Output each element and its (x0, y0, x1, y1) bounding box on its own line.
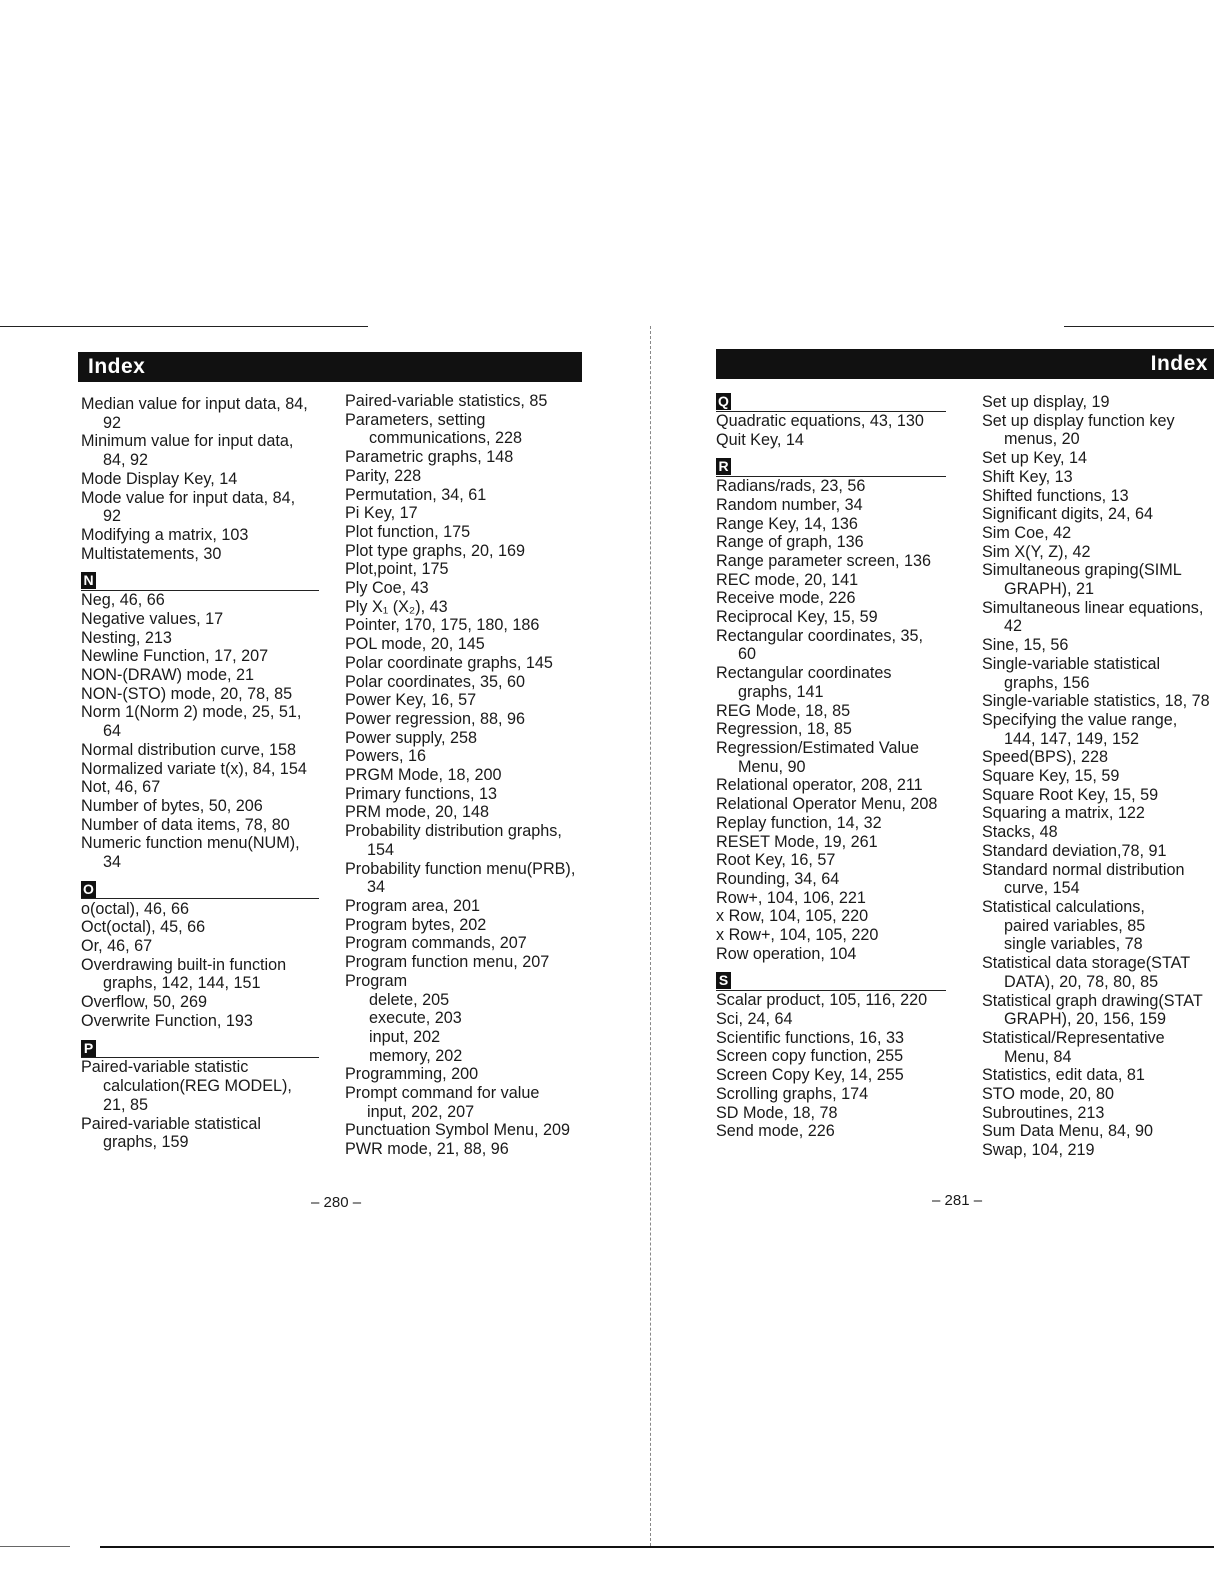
index-entry-continuation: 42 (1004, 617, 1023, 636)
index-entry: Rectangular coordinates (716, 664, 892, 683)
index-entry: NON-(DRAW) mode, 21 (81, 666, 254, 685)
index-entry: Random number, 34 (716, 495, 863, 514)
index-entry: Scientific functions, 16, 33 (716, 1028, 905, 1047)
index-entry: Single-variable statistics, 18, 78 (982, 692, 1210, 711)
index-entry: Specifying the value range, (982, 710, 1178, 729)
index-entry: Paired-variable statistics, 85 (345, 392, 548, 410)
index-entry: Relational Operator Menu, 208 (716, 795, 938, 814)
index-entry: Normal distribution curve, 158 (81, 740, 297, 759)
section-heading-r (716, 458, 946, 477)
index-entry: Subroutines, 213 (982, 1103, 1105, 1122)
index-entry: Speed(BPS), 228 (982, 748, 1108, 767)
left-page-column-2 (345, 392, 595, 1159)
index-entry: Statistical calculations, (982, 897, 1145, 916)
right-page-header-title: Index (1150, 352, 1208, 375)
index-entry: Program (345, 971, 408, 990)
index-entry-continuation: graphs, 156 (1004, 673, 1090, 692)
section-heading-o (81, 881, 319, 900)
left-page-header-title: Index (88, 355, 146, 378)
index-entry-continuation: input, 202 (369, 1027, 441, 1046)
index-entry: Punctuation Symbol Menu, 209 (345, 1121, 570, 1140)
index-entry: Ply Coe, 43 (345, 579, 429, 598)
index-entry: Not, 46, 67 (81, 778, 161, 797)
index-entry: Polar coordinate graphs, 145 (345, 653, 553, 672)
index-entry: REG Mode, 18, 85 (716, 701, 851, 720)
index-entry: Scalar product, 105, 116, 220 (716, 991, 928, 1010)
index-entry-continuation: 34 (367, 878, 386, 897)
index-entry: PRGM Mode, 18, 200 (345, 766, 502, 785)
index-entry: Rectangular coordinates, 35, (716, 626, 923, 645)
index-entry: PWR mode, 21, 88, 96 (345, 1140, 509, 1159)
section-letter: P (81, 1040, 96, 1057)
section-rule (716, 990, 946, 991)
index-entry: Rounding, 34, 64 (716, 869, 840, 888)
index-entry: Mode value for input data, 84, (81, 488, 296, 507)
index-entry: Median value for input data, 84, (81, 395, 308, 413)
index-entry-continuation: DATA), 20, 78, 80, 85 (1004, 972, 1159, 991)
index-entry: STO mode, 20, 80 (982, 1085, 1114, 1104)
index-entry: Relational operator, 208, 211 (716, 776, 923, 795)
index-entry: Statistics, edit data, 81 (982, 1066, 1145, 1085)
index-entry: o(octal), 46, 66 (81, 899, 189, 918)
index-entry: Parameters, setting (345, 410, 486, 429)
index-entry-continuation: 154 (367, 840, 395, 859)
index-entry: Normalized variate t(x), 84, 154 (81, 759, 307, 778)
index-entry: Significant digits, 24, 64 (982, 505, 1153, 524)
index-entry: Squaring a matrix, 122 (982, 804, 1145, 823)
index-entry-continuation: communications, 228 (369, 429, 522, 448)
index-entry: Program function menu, 207 (345, 953, 550, 972)
section-letter: N (81, 572, 96, 589)
index-entry: Powers, 16 (345, 747, 426, 766)
index-entry-continuation: 84, 92 (103, 451, 149, 470)
index-entry: Screen Copy Key, 14, 255 (716, 1066, 904, 1085)
index-entry-continuation: 60 (738, 645, 757, 664)
section-letter: R (716, 458, 731, 475)
index-entry-continuation: 34 (103, 853, 122, 872)
section-heading-q (716, 393, 946, 412)
section-rule (81, 1057, 319, 1058)
index-entry: Program commands, 207 (345, 934, 527, 953)
index-entry-continuation: graphs, 142, 144, 151 (103, 974, 261, 993)
index-entry: Overdrawing built-in function (81, 955, 287, 974)
left-page-header (78, 352, 582, 382)
index-entry: Pointer, 170, 175, 180, 186 (345, 616, 540, 635)
index-entry: Probability function menu(PRB), (345, 859, 576, 878)
top-rule-left (0, 326, 368, 327)
index-entry: Stacks, 48 (982, 823, 1058, 842)
index-entry: POL mode, 20, 145 (345, 635, 485, 654)
index-entry: Norm 1(Norm 2) mode, 25, 51, (81, 703, 302, 722)
index-entry-continuation: memory, 202 (369, 1046, 463, 1065)
index-entry-continuation: Menu, 90 (738, 757, 806, 776)
index-entry: Or, 46, 67 (81, 937, 153, 956)
index-entry-continuation: calculation(REG MODEL), (103, 1077, 292, 1096)
index-entry-continuation: 21, 85 (103, 1095, 149, 1114)
index-entry: Nesting, 213 (81, 628, 172, 647)
index-entry: Newline Function, 17, 207 (81, 647, 269, 666)
index-entry: Square Key, 15, 59 (982, 767, 1120, 786)
index-entry: Neg, 46, 66 (81, 591, 165, 610)
index-entry: Replay function, 14, 32 (716, 813, 882, 832)
index-entry: Number of data items, 78, 80 (81, 815, 290, 834)
index-entry: Range of graph, 136 (716, 533, 864, 552)
index-entry: Parametric graphs, 148 (345, 448, 514, 467)
index-entry: Regression/Estimated Value (716, 739, 920, 757)
index-entry-continuation: curve, 154 (1004, 879, 1080, 898)
index-entry: Sine, 15, 56 (982, 636, 1069, 655)
index-entry: Shifted functions, 13 (982, 486, 1129, 505)
index-entry: Quit Key, 14 (716, 430, 804, 449)
section-rule (81, 590, 319, 591)
index-entry: Program area, 201 (345, 896, 480, 915)
index-entry: REC mode, 20, 141 (716, 570, 859, 589)
index-entry-continuation: graphs, 159 (103, 1133, 189, 1152)
page-gutter (650, 326, 651, 1546)
index-entry: Overwrite Function, 193 (81, 1011, 253, 1030)
index-entry: Quadratic equations, 43, 130 (716, 411, 924, 430)
left-page-number: – 280 – (311, 1194, 362, 1211)
index-entry: Overflow, 50, 269 (81, 993, 207, 1012)
index-entry: Send mode, 226 (716, 1122, 835, 1141)
index-entry-continuation: GRAPH), 20, 156, 159 (1004, 1010, 1166, 1029)
index-entry-continuation: graphs, 141 (738, 682, 824, 701)
index-entry: Minimum value for input data, (81, 432, 294, 451)
index-entry: Receive mode, 226 (716, 589, 856, 608)
index-entry: Reciprocal Key, 15, 59 (716, 608, 878, 627)
index-entry: Mode Display Key, 14 (81, 469, 238, 488)
index-entry: Standard deviation,78, 91 (982, 841, 1167, 860)
index-entry: Sim X(Y, Z), 42 (982, 542, 1091, 561)
index-entry: Programming, 200 (345, 1065, 479, 1084)
index-entry: Parity, 228 (345, 466, 422, 485)
index-entry: Row operation, 104 (716, 944, 857, 963)
section-heading-s (716, 972, 946, 991)
index-entry: Prompt command for value (345, 1084, 540, 1103)
section-heading-n (81, 572, 319, 591)
index-entry: Scrolling graphs, 174 (716, 1084, 869, 1103)
index-entry: Primary functions, 13 (345, 784, 498, 803)
index-entry: Swap, 104, 219 (982, 1141, 1095, 1160)
index-entry-continuation: Menu, 84 (1004, 1047, 1072, 1066)
index-entry: Negative values, 17 (81, 609, 224, 628)
index-entry: Permutation, 34, 61 (345, 485, 487, 504)
index-entry: SD Mode, 18, 78 (716, 1103, 838, 1122)
index-entry: Sci, 24, 64 (716, 1010, 793, 1029)
index-entry: Sim Coe, 42 (982, 523, 1072, 542)
index-entry: Root Key, 16, 57 (716, 851, 836, 870)
right-page-number: – 281 – (932, 1192, 983, 1209)
index-entry-continuation: execute, 203 (369, 1009, 462, 1028)
index-entry: Power Key, 16, 57 (345, 691, 477, 710)
index-entry: Oct(octal), 45, 66 (81, 918, 206, 937)
index-entry: Screen copy function, 255 (716, 1047, 904, 1066)
index-entry: Multistatements, 30 (81, 544, 222, 563)
index-entry: Power supply, 258 (345, 728, 477, 747)
index-entry: RESET Mode, 19, 261 (716, 832, 878, 851)
index-entry: Statistical data storage(STAT (982, 954, 1191, 973)
index-entry: x Row, 104, 105, 220 (716, 907, 869, 926)
section-letter: O (81, 881, 96, 898)
index-entry: Polar coordinates, 35, 60 (345, 672, 525, 691)
index-entry-continuation: input, 202, 207 (367, 1102, 475, 1121)
index-entry: Simultaneous graping(SIML (982, 561, 1182, 580)
index-entry: Range Key, 14, 136 (716, 514, 858, 533)
index-entry: Range parameter screen, 136 (716, 551, 932, 570)
index-entry: Set up display, 19 (982, 393, 1110, 411)
index-entry: Numeric function menu(NUM), (81, 834, 300, 853)
index-entry: PRM mode, 20, 148 (345, 803, 489, 822)
index-entry: Simultaneous linear equations, (982, 598, 1204, 617)
index-entry: Radians/rads, 23, 56 (716, 477, 866, 496)
index-entry-continuation: paired variables, 85 (1004, 916, 1146, 935)
index-entry: Plot,point, 175 (345, 560, 449, 579)
index-entry: Power regression, 88, 96 (345, 709, 525, 728)
index-entry: Set up Key, 14 (982, 449, 1087, 468)
index-entry-continuation: 64 (103, 722, 122, 741)
index-entry: x Row+, 104, 105, 220 (716, 926, 879, 945)
index-entry: Ply X₁ (X₂), 43 (345, 597, 448, 616)
index-entry: Regression, 18, 85 (716, 720, 852, 739)
right-page-column-1 (716, 384, 946, 1141)
index-entry: Paired-variable statistic (81, 1058, 249, 1077)
index-entry-continuation: menus, 20 (1004, 430, 1080, 449)
index-entry: Probability distribution graphs, (345, 822, 562, 841)
index-entry-continuation: single variables, 78 (1004, 935, 1143, 954)
index-entry: Number of bytes, 50, 206 (81, 796, 263, 815)
left-page-column-1 (81, 395, 319, 1152)
index-entry: Plot type graphs, 20, 169 (345, 541, 525, 560)
section-rule (716, 476, 946, 477)
index-entry: Statistical/Representative (982, 1028, 1165, 1047)
top-rule-right (1064, 326, 1214, 327)
right-page-header (716, 349, 1214, 379)
index-entry: Shift Key, 13 (982, 467, 1073, 486)
index-entry: NON-(STO) mode, 20, 78, 85 (81, 684, 293, 703)
index-entry: Paired-variable statistical (81, 1114, 261, 1133)
right-page-column-2 (982, 393, 1222, 1160)
index-entry: Plot function, 175 (345, 522, 471, 541)
section-letter: Q (716, 393, 731, 410)
index-entry: Pi Key, 17 (345, 504, 418, 523)
index-entry: Row+, 104, 106, 221 (716, 888, 866, 907)
index-entry: Square Root Key, 15, 59 (982, 785, 1159, 804)
index-entry: Statistical graph drawing(STAT (982, 991, 1203, 1010)
index-entry-continuation: 92 (103, 413, 122, 432)
section-letter: S (716, 972, 731, 989)
index-entry: Standard normal distribution (982, 860, 1185, 879)
index-entry-continuation: delete, 205 (369, 990, 450, 1009)
section-rule (81, 898, 319, 899)
section-rule (716, 411, 946, 412)
index-entry: Modifying a matrix, 103 (81, 525, 249, 544)
section-heading-p (81, 1040, 319, 1059)
footer-rule (100, 1546, 1214, 1548)
index-entry: Program bytes, 202 (345, 915, 487, 934)
index-entry-continuation: GRAPH), 21 (1004, 580, 1094, 599)
index-entry: Single-variable statistical (982, 654, 1161, 673)
index-entry-continuation: 92 (103, 507, 122, 526)
index-entry-continuation: 144, 147, 149, 152 (1004, 729, 1140, 748)
index-entry: Sum Data Menu, 84, 90 (982, 1122, 1153, 1141)
index-entry: Set up display function key (982, 411, 1175, 430)
footer-rule-left (0, 1546, 70, 1547)
